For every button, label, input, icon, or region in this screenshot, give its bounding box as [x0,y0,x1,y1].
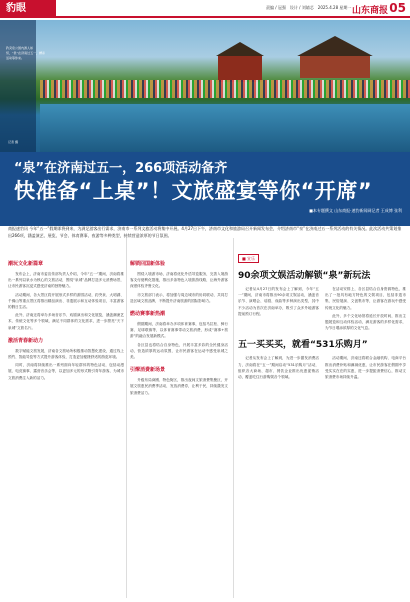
paragraph: 在活动安排上，各区县结合自身资源特色，推出了一批具有地方特色的文娱项目，包括非遗市集、民俗展演、文创集市等，让游客在游玩中感受传统文化的魅力。 [325,287,406,310]
pavilion-roof-image [210,42,270,56]
side-body-2 [238,355,406,382]
paragraph: 各区县也将结合自身特色，开展丰富多彩的全民健身活动，营造浓厚的运动氛围，让市民游客在运动中感受泉城之美。 [130,342,228,360]
paragraph: 活动期间，济南还将联合金融机构、电商平台推出消费补贴和满减优惠，让市民游客在假期中享受实实在在的实惠，进一步提振消费信心，推动文旅消费市场持续升温。 [325,356,406,380]
paragraph: 假期期间，济南将举办多项体育赛事，包括马拉松、骑行赛、足球联赛等，以体育赛事带动文旅消费，形成“赛事+旅游”的融合发展新模式。 [130,322,228,339]
side-headline: 90余项文娱活动解锁“泉”新玩法 [238,271,371,281]
photo-credit: 记者 摄 [8,140,18,144]
pavilion-body-image [218,56,262,82]
paragraph: 市文旅部门表示，将加强与周边城市的协同联动，共同打造区域文旅品牌，不断提升济南旅游的国际影响力。 [130,292,228,303]
photo-caption-panel [0,20,36,152]
column-divider [126,238,127,598]
lead-paragraph: 商报速豹讯 今年“五一”假期即将到来，为满足游客出行需求，济南市一系列文旅活动将集中开展。4月27日下午，济南市文化和旅游局召开新闻发布会，介绍济南市“泉”在济南过五一系列活动的有关情况。此次活动共策划推出266项，涵盖演艺、展览、节会、体育赛事、夜游等多种类型，持续营造浓厚的节日氛围。 [8,226,402,238]
section-heading: 燃动赛事新热潮 [130,311,166,318]
pavilion-body-image [300,56,370,78]
photo-caption: 趵突泉公园内游人如织，“泉”在济南过五一，精彩活动等你来。 [6,46,46,60]
paragraph: 同时，济南将持续推出一系列面向年轻群体的特色活动，包括动漫展、电竞赛事、露营音乐会等，以更加多元的形式吸引青年游客，为城市文旅消费注入新的活力。 [8,363,124,380]
section-heading: 解锁回国新体验 [130,261,166,267]
side-article [238,254,406,598]
article-column-2 [130,254,228,598]
article-column-1 [8,254,124,598]
pavilion-roof-image [290,36,380,56]
kicker-headline: “泉”在济南过五一，266项活动备齐 [14,161,228,176]
section-tag: ■ 宣乐 [238,254,259,263]
paragraph: 记者从4月27日的发布会上了解到，今年“五一”期间，济南市将推出90余项文娱活动，涵盖音乐节、演唱会、话剧、戏曲等多种演出类型，其中不少活动为首次在济南举办，吸引了众多外地游客提前预订行程。 [238,287,319,316]
byline: ■本专题撰文 山东商报·速豹新闻网记者 王成博 张利 [309,208,402,213]
paragraph: 活动期间，各大景区将开展形式多样的游园活动，趵突泉、大明湖、千佛山等重点景区将推出精品演出、非遗展示和互动体验项目，丰富游客的假日生活。 [8,292,124,310]
section-heading: 潮玩文化新篇章 [8,261,44,267]
paragraph: 围绕入境游市场，济南将优化外语导览服务，完善入境游客支付便利化措施，推出多条特色入境旅游线路，让海外游客深度体验齐鲁文化。 [130,272,228,289]
crowd-image [40,80,410,98]
main-headline: 快准备“上桌”！文旅盛宴等你“开席” [14,179,373,203]
paragraph: 升级布局商圈、特色街区，推出夜间文旅消费集聚区，开展文旅惠民消费季活动，发放消费券，让利于民，持续激发文旅消费活力。 [130,378,228,395]
section-heading: 激活青春新动力 [8,337,44,344]
paragraph: 记者从发布会上了解到，为进一步激发消费活力，济南将在“五一”期间启动“531乐购月”活动，组织各大商场、超市、餐饮企业推出优惠促销活动，覆盖吃住行游购娱各个领域。 [238,356,319,380]
hero-photo [0,20,410,152]
paragraph: 数字赋能文旅发展，济南各文旅场所积极推动智慧化建设，通过线上预约、智能导览等方式提升游客体验，打造更加便捷舒适的游览环境。 [8,348,124,360]
section-heading: 引燎消费新场景 [130,367,166,374]
spring-pool-image [40,104,410,152]
side-body [238,286,406,333]
masthead-meta: 责编 / 冠强 设计 / 刘婧芯 2025.4.28 星期一 [266,5,352,10]
column-divider [233,238,234,598]
masthead [0,0,410,18]
paragraph: 此外，多个文化场馆将延长开放时间，推出主题展览和互动体验活动，满足游客的多样化需求，为节日增添浓厚的文化气息。 [325,313,406,331]
newspaper-brand: 山东商报 [351,6,388,16]
paragraph: 发布会上，济南市委宣传部负责人介绍，今年“五一”期间，济南将推出一系列以泉水为核心的文旅活动，围绕“泉城”品牌打造多元消费场景，让市民游客沉浸式感受济南的独特魅力。 [8,272,124,289]
section-logo: 豹眼 [0,0,56,18]
page-number: 05 [389,1,406,15]
side-subheadline: 五一买买买，就看“531乐购月” [238,340,368,351]
paragraph: 此外，济南还将举办多场音乐节、戏剧演出和文化展览，涵盖潮流艺术、传统文化等多个领域，满足不同群体的文化需求，进一步擦亮“天下泉城”文旅名片。 [8,313,124,330]
